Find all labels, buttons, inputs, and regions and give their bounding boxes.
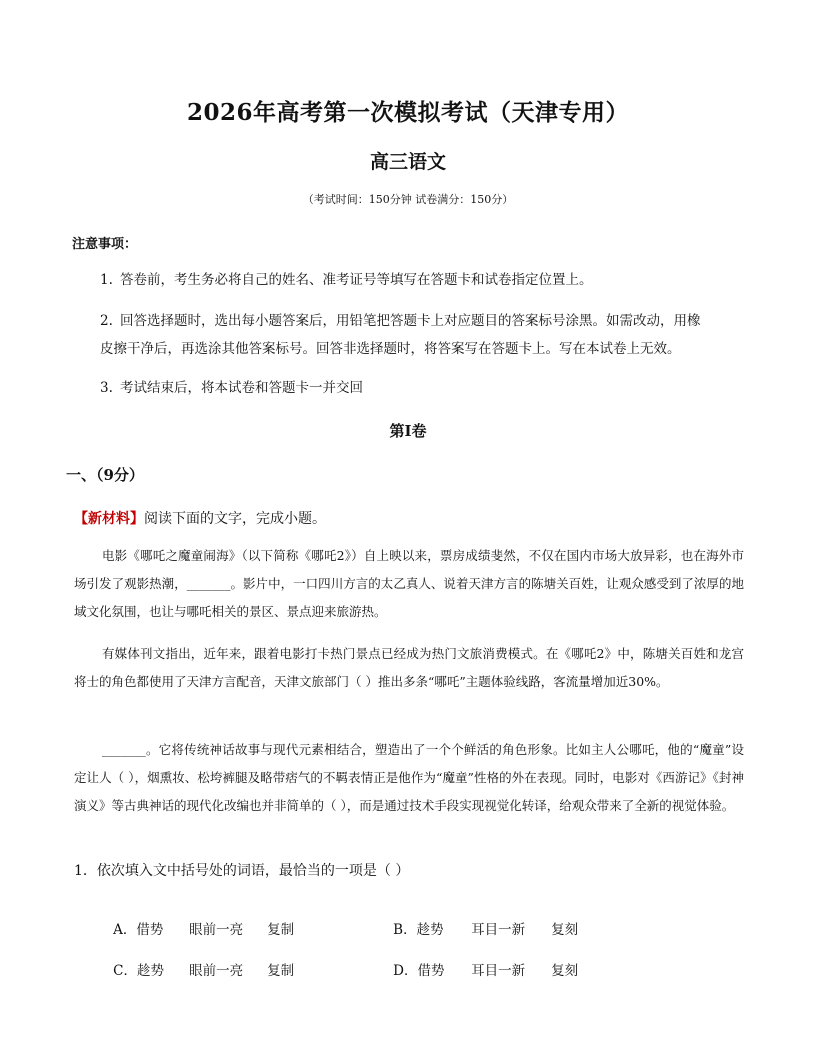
exam-subtitle: 高三语文 [369, 151, 446, 173]
notice-item-text: 答卷前，考生务必将自己的姓名、准考证号等填写在答题卡和试卷指定位置上。 [120, 272, 593, 288]
option-word: 眼前一亮 [189, 922, 244, 938]
option-label: B．趁势 [393, 922, 444, 938]
notice-item-text: 皮擦干净后，再选涂其他答案标号。回答非选择题时，将答案写在答题卡上。写在本试卷上无效。 [100, 341, 681, 357]
notice-item-number: 1. [100, 272, 113, 288]
option-word: 复刻 [551, 963, 579, 979]
option-word: 复制 [267, 963, 295, 979]
question-1-stem: 1．依次填入文中括号处的词语，最恰当的一项是（ ） [74, 863, 410, 879]
notice-heading: 注意事项： [72, 237, 138, 252]
notice-item [100, 307, 750, 335]
option-word: 复刻 [551, 922, 579, 938]
option-word: 复制 [267, 922, 295, 938]
option-word: 耳目一新 [471, 963, 526, 979]
passage-paragraph: 有媒体刊文指出，近年来，跟着电影打卡热门景点已经成为热门文旅消费模式。在《哪吒2》中，陈塘关百姓和龙宫将士的角色都使用了天津方言配音，天津文旅部门（ ）推出多条“哪吒”主题体验线路，客流量增加近30%。 [74, 646, 744, 689]
volume-heading: 第I卷 [389, 422, 427, 440]
notice-item-text: 考试结束后，将本试卷和答题卡一并交回 [120, 380, 363, 396]
option-label: A．借势 [113, 922, 164, 938]
notice-item-text: 回答选择题时，选出每小题答案后，用铅笔把答题卡上对应题目的答案标号涂黑。如需改动，用橡 [120, 313, 701, 329]
material-instruction: 阅读下面的文字，完成小题。 [144, 511, 326, 527]
material-tag: 【新材料】 [74, 511, 144, 527]
exam-meta: （考试时间：150分钟 试卷满分：150分） [302, 193, 514, 206]
option-word: 耳目一新 [471, 922, 526, 938]
exam-title: 2026年高考第一次模拟考试（天津专用） [186, 99, 629, 126]
notice-item [100, 266, 750, 294]
option-label: C．趁势 [113, 963, 165, 979]
section-heading: 一、（9分） [66, 466, 144, 484]
notice-item [100, 374, 750, 402]
passage-paragraph: _______。它将传统神话故事与现代元素相结合，塑造出了一个个鲜活的角色形象。比如主人公哪吒，他的“魔童”设定让人（ ），烟熏妆、松垮裤腿及略带痞气的不羁表情正是他作为“魔童”性格的外在表现。同时，电影对《西游记》《封神演义》等古典神话的现代化改编也并非简单的（ ），而是通过技术手段实现视觉化转译，给观众带来了全新的视觉体验。 [74, 742, 744, 813]
notice-item-continuation [100, 335, 750, 363]
option-d[interactable] [376, 943, 578, 995]
passage-paragraph: 电影《哪吒之魔童闹海》（以下简称《哪吒2》）自上映以来，票房成绩斐然，不仅在国内市场大放异彩，也在海外市场引发了观影热潮，_______。影片中，一口四川方言的太乙真人、说着天津方言的陈塘关百姓，让观众感受到了浓厚的地域文化氛围，也让与哪吒相关的景区、景点迎来旅游热。 [74, 548, 744, 619]
option-label: D．借势 [393, 963, 445, 979]
material-intro [74, 508, 326, 528]
notice-item-number: 3. [100, 380, 113, 396]
notice-item-number: 2. [100, 313, 113, 329]
option-c[interactable] [96, 943, 294, 995]
option-word: 眼前一亮 [189, 963, 244, 979]
